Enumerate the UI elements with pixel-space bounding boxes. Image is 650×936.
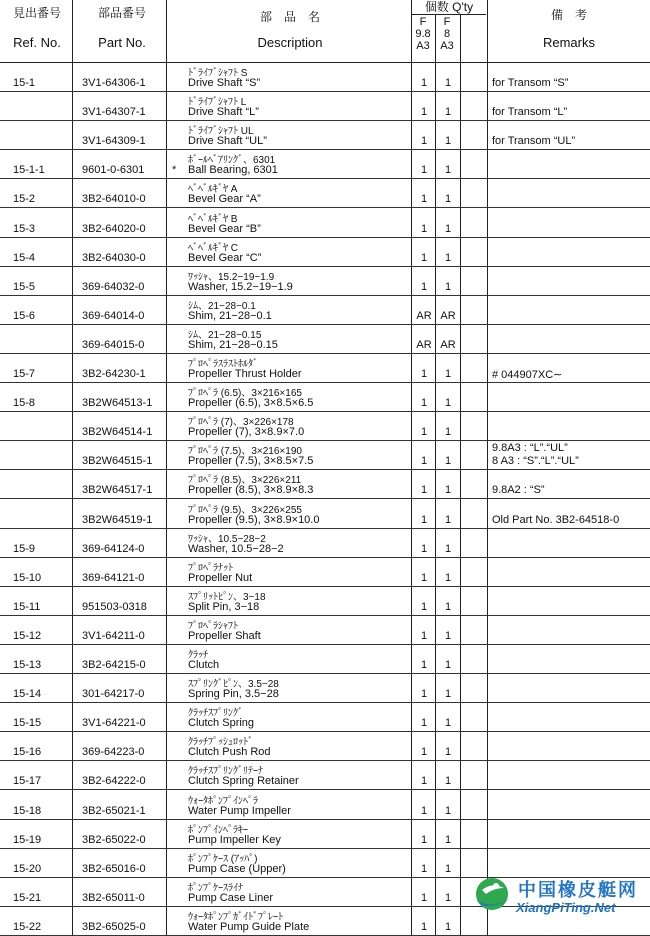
description-en: Clutch Spring Retainer (188, 775, 299, 788)
description-jp: ﾍﾞﾍﾞﾙｷﾞﾔ B (188, 213, 238, 225)
ref-number: 15-7 (13, 368, 36, 380)
table-row (0, 731, 650, 761)
ref-number: 15-18 (13, 804, 42, 817)
ref-number: 15-6 (13, 309, 36, 322)
table-row (0, 266, 650, 296)
description-jp: ﾌﾟﾛﾍﾟﾗ (9.5)、3×226×255 (188, 504, 302, 516)
qty-8-a3: 1 (444, 280, 452, 293)
description-en: Ball Bearing, 6301 (188, 164, 278, 177)
qty-9-8-a3: 1 (420, 484, 428, 497)
description-en: Bevel Gear “C” (188, 251, 262, 264)
qty-9-8-a3: 1 (420, 135, 428, 148)
remarks: for Transom “S” (492, 77, 569, 89)
qty-9-8-a3: 1 (420, 164, 428, 177)
qty-9-8-a3: 1 (420, 833, 428, 846)
qty-9-8-a3: 1 (420, 193, 428, 206)
ref-header-en: Ref. No. (13, 35, 61, 50)
qty-9-8-a3: 1 (420, 688, 428, 701)
qty-9-8-a3: 1 (420, 280, 428, 293)
qty-8-a3: 1 (444, 251, 452, 264)
description-en: Washer, 15.2−19−1.9 (188, 280, 293, 293)
description-jp: ﾌﾟﾛﾍﾟﾗ (8.5)、3×226×211 (188, 475, 302, 487)
qty-col2-line2: 8 (443, 28, 451, 40)
part-number: 369-64015-0 (82, 338, 145, 351)
remarks-line1: 9.8A3 : “L”.“UL” (492, 442, 568, 455)
qty-8-a3: 1 (444, 455, 452, 468)
description-jp: ﾌﾟﾛﾍﾟﾗﾅｯﾄ (188, 562, 233, 574)
desc-header-en: Description (257, 35, 323, 50)
table-row (0, 62, 650, 92)
description-en: Propeller (8.5), 3×8.9×8.3 (188, 484, 314, 497)
new-part-mark: * (172, 164, 177, 177)
table-row (0, 790, 650, 820)
remarks: 9.8A2 : “S” (492, 484, 545, 497)
remarks: for Transom “UL” (492, 135, 576, 148)
qty-8-a3: 1 (444, 368, 452, 380)
description-jp: ﾎﾞｰﾙﾍﾞｱﾘﾝｸﾞ、6301 (188, 155, 276, 167)
part-header-jp: 部品番号 (97, 6, 146, 20)
qty-9-8-a3: 1 (420, 775, 428, 788)
qty-9-8-a3: 1 (420, 222, 428, 235)
table-row (0, 557, 650, 587)
qty-9-8-a3: 1 (420, 600, 428, 613)
description-en: Pump Case Liner (188, 891, 273, 904)
ref-number: 15-22 (13, 920, 42, 933)
table-row (0, 295, 650, 325)
remarks-header-jp: 備 考 (550, 8, 587, 22)
ref-number: 15-3 (13, 222, 36, 235)
description-jp: ﾎﾟﾝﾌﾟｹｰｽ (ｱｯﾊﾟ) (188, 853, 258, 865)
remarks: Old Part No. 3B2-64518-0 (492, 513, 620, 526)
description-en: Clutch (188, 659, 220, 671)
description-en: Clutch Push Rod (188, 746, 271, 759)
description-en: Water Pump Guide Plate (188, 920, 310, 933)
table-row (0, 382, 650, 412)
qty-8-a3: 1 (444, 775, 452, 788)
part-number: 369-64124-0 (82, 542, 145, 555)
part-number: 3B2-64230-1 (82, 368, 146, 380)
table-row (0, 411, 650, 441)
ref-number: 15-8 (13, 397, 36, 410)
description-en: Propeller Thrust Holder (188, 368, 302, 380)
remarks-header-en: Remarks (542, 35, 595, 50)
part-number: 3B2-64030-0 (82, 251, 146, 264)
description-jp: ｼﾑ、21−28−0.1 (188, 300, 256, 312)
description-en: Propeller Nut (188, 571, 253, 584)
ref-number: 15-15 (13, 717, 42, 730)
description-en: Pump Case (Upper) (188, 862, 286, 875)
ref-number: 15-14 (13, 688, 42, 701)
qty-9-8-a3: 1 (420, 106, 428, 119)
qty-8-a3: 1 (444, 135, 452, 148)
qty-8-a3: 1 (444, 106, 452, 119)
description-jp: ﾍﾞﾍﾞﾙｷﾞﾔ A (188, 184, 238, 196)
description-en: Bevel Gear “B” (188, 222, 261, 235)
part-number: 3B2W64513-1 (82, 397, 153, 410)
ref-number: 15-10 (13, 571, 42, 584)
qty-8-a3: 1 (444, 920, 452, 933)
description-jp: ﾌﾟﾛﾍﾟﾗｽﾗｽﾄﾎﾙﾀﾞ (188, 359, 258, 370)
remarks: for Transom “L” (492, 106, 568, 119)
description-jp: ｸﾗｯﾁｽﾌﾟﾘﾝｸﾞﾘﾃｰﾅ (188, 766, 263, 778)
qty-8-a3: 1 (444, 600, 452, 613)
table-row (0, 353, 650, 383)
qty-col1-header (412, 16, 434, 52)
remarks: 8 A3 : “S”.“L”.“UL” (492, 455, 579, 468)
qty-8-a3: 1 (444, 426, 452, 439)
qty-8-a3: 1 (444, 193, 452, 206)
description-jp: ﾄﾞﾗｲﾌﾞｼｬﾌﾄ L (188, 97, 247, 109)
ref-number: 15-9 (13, 542, 36, 555)
part-number: 3V1-64211-0 (82, 629, 145, 642)
qty-9-8-a3: 1 (420, 542, 428, 555)
ref-number: 15-2 (13, 193, 36, 206)
qty-9-8-a3: 1 (420, 804, 428, 817)
qty-9-8-a3: 1 (420, 77, 428, 89)
description-jp: ﾄﾞﾗｲﾌﾞｼｬﾌﾄ UL (188, 126, 254, 138)
description-jp: ﾄﾞﾗｲﾌﾞｼｬﾌﾄ S (188, 68, 248, 79)
ref-number: 15-1 (13, 77, 36, 89)
description-jp: ﾍﾞﾍﾞﾙｷﾞﾔ C (188, 242, 238, 254)
description-jp: ｳｫｰﾀﾎﾟﾝﾌﾟｶﾞｲﾄﾞﾌﾟﾚｰﾄ (188, 911, 283, 923)
description-en: Drive Shaft “S” (188, 77, 261, 89)
description-jp: ﾜｯｼｬ、10.5−28−2 (188, 533, 266, 545)
table-row (0, 819, 650, 849)
qty-9-8-a3: 1 (420, 455, 428, 468)
ref-number: 15-20 (13, 862, 42, 875)
watermark-url-text: XiangPiTing.Net (516, 900, 616, 915)
qty-col2-line3: A3 (440, 40, 454, 52)
ref-number: 15-16 (13, 746, 42, 759)
qty-9-8-a3: 1 (420, 571, 428, 584)
table-row (0, 120, 650, 150)
part-number: 3B2W64514-1 (82, 426, 153, 439)
description-en: Propeller (6.5), 3×8.5×6.5 (188, 397, 314, 410)
ref-number: 15-4 (13, 251, 36, 264)
description-en: Washer, 10.5−28−2 (188, 542, 284, 555)
table-row (0, 760, 650, 790)
table-row (0, 528, 650, 558)
qty-8-a3: 1 (444, 717, 452, 730)
qty-9-8-a3: AR (416, 338, 432, 351)
part-number: 3V1-64221-0 (82, 717, 146, 730)
description-jp: ﾌﾟﾛﾍﾟﾗ (7)、3×226×178 (188, 417, 294, 429)
part-number: 3B2-64222-0 (82, 775, 146, 788)
description-en: Propeller (7.5), 3×8.5×7.5 (188, 455, 314, 468)
qty-8-a3: 1 (444, 484, 452, 497)
qty-8-a3: AR (440, 338, 456, 351)
description-en: Propeller (7), 3×8.9×7.0 (188, 426, 305, 439)
table-row (0, 149, 650, 179)
qty-8-a3: 1 (444, 571, 452, 584)
ref-number: 15-5 (13, 280, 36, 293)
part-number: 369-64223-0 (82, 746, 145, 759)
description-en: Split Pin, 3−18 (188, 600, 260, 613)
qty-col2-header (436, 16, 458, 52)
part-number: 9601-0-6301 (82, 164, 145, 177)
table-header (0, 0, 650, 63)
table-row (0, 615, 650, 645)
qty-9-8-a3: 1 (420, 746, 428, 759)
qty-8-a3: 1 (444, 629, 452, 642)
part-number: 3B2W64517-1 (82, 484, 153, 497)
description-jp: ﾎﾟﾝﾌﾟｲﾝﾍﾟﾗｷｰ (188, 824, 248, 836)
part-number: 3B2-65011-0 (82, 891, 145, 904)
table-row (0, 673, 650, 703)
part-number: 951503-0318 (82, 600, 147, 613)
part-number: 369-64014-0 (82, 309, 145, 322)
qty-8-a3: 1 (444, 542, 452, 555)
part-number: 3B2-64215-0 (82, 659, 146, 671)
table-row (0, 848, 650, 878)
watermark-logo (470, 876, 648, 916)
part-header-en: Part No. (98, 35, 146, 50)
description-en: Drive Shaft “UL” (188, 135, 267, 148)
table-row (0, 499, 650, 529)
qty-9-8-a3: 1 (420, 659, 428, 671)
qty-9-8-a3: 1 (420, 397, 428, 410)
ref-number: 15-21 (13, 891, 42, 904)
table-row (0, 237, 650, 267)
description-en: Shim, 21−28−0.15 (188, 338, 278, 351)
part-number: 3B2W64515-1 (82, 455, 153, 468)
qty-9-8-a3: 1 (420, 920, 428, 933)
part-number: 3V1-64309-1 (82, 135, 146, 148)
qty-8-a3: 1 (444, 688, 452, 701)
description-en: Propeller Shaft (188, 629, 261, 642)
qty-9-8-a3: 1 (420, 629, 428, 642)
ref-number: 15-12 (13, 629, 42, 642)
qty-9-8-a3: 1 (420, 862, 428, 875)
qty-9-8-a3: 1 (420, 891, 428, 904)
table-row (0, 586, 650, 616)
qty-9-8-a3: 1 (420, 513, 428, 526)
description-jp: ﾌﾟﾛﾍﾟﾗｼｬﾌﾄ (188, 620, 238, 632)
table-row (0, 469, 650, 499)
qty-9-8-a3: AR (416, 309, 432, 322)
qty-8-a3: 1 (444, 222, 452, 235)
table-row (0, 91, 650, 121)
qty-8-a3: 1 (444, 804, 452, 817)
part-number: 3B2-64010-0 (82, 193, 146, 206)
part-number: 3V1-64306-1 (82, 77, 146, 89)
qty-9-8-a3: 1 (420, 368, 428, 380)
qty-8-a3: 1 (444, 833, 452, 846)
description-jp: ﾜｯｼｬ、15.2−19−1.9 (188, 271, 275, 283)
qty-8-a3: 1 (444, 862, 452, 875)
table-row (0, 440, 650, 470)
part-number: 3B2-65016-0 (82, 862, 146, 875)
part-number: 369-64032-0 (82, 280, 145, 293)
qty-col1-line1: F (419, 16, 427, 28)
table-row (0, 702, 650, 732)
qty-header: 個数 Q'ty (412, 0, 486, 15)
description-jp: ﾎﾟﾝﾌﾟｹｰｽﾗｲﾅ (188, 882, 243, 894)
description-en: Water Pump Impeller (188, 804, 291, 817)
ref-number: 15-17 (13, 775, 42, 788)
desc-header-jp: 部 品 名 (259, 10, 320, 24)
description-jp: ｳｫｰﾀﾎﾟﾝﾌﾟｲﾝﾍﾟﾗ (188, 795, 258, 807)
table-row (0, 324, 650, 354)
qty-col1-line2: 9.8 (415, 28, 431, 40)
description-en: Bevel Gear “A” (188, 193, 261, 206)
description-jp: ｽﾌﾟﾘﾝｸﾞﾋﾟﾝ、3.5−28 (188, 679, 279, 691)
qty-9-8-a3: 1 (420, 426, 428, 439)
ref-number: 15-11 (13, 600, 41, 613)
part-number: 3B2W64519-1 (82, 513, 153, 526)
qty-col2-line1: F (443, 16, 451, 28)
part-number: 3B2-64020-0 (82, 222, 146, 235)
description-en: Pump Impeller Key (188, 833, 281, 846)
ref-number: 15-1-1 (13, 164, 45, 177)
qty-9-8-a3: 1 (420, 717, 428, 730)
qty-8-a3: 1 (444, 659, 452, 671)
part-number: 3V1-64307-1 (82, 106, 146, 119)
ref-header-jp: 見出番号 (12, 6, 61, 20)
description-jp: ｸﾗｯﾁ (188, 650, 208, 661)
part-number: 3B2-65022-0 (82, 833, 146, 846)
part-number: 3B2-65021-1 (82, 804, 146, 817)
table-row (0, 178, 650, 208)
qty-8-a3: 1 (444, 164, 452, 177)
ref-number: 15-13 (13, 659, 42, 671)
qty-8-a3: 1 (444, 891, 452, 904)
description-jp: ﾌﾟﾛﾍﾟﾗ (7.5)、3×216×190 (188, 446, 302, 458)
qty-col1-line3: A3 (416, 40, 430, 52)
description-jp: ｸﾗｯﾁﾌﾟｯｼｭﾛｯﾄﾞ (188, 737, 253, 749)
part-number: 301-64217-0 (82, 688, 145, 701)
table-row (0, 208, 650, 238)
qty-8-a3: 1 (444, 513, 452, 526)
qty-9-8-a3: 1 (420, 251, 428, 264)
description-en: Propeller (9.5), 3×8.9×10.0 (188, 513, 320, 526)
description-en: Drive Shaft “L” (188, 106, 259, 119)
description-jp: ｽﾌﾟﾘｯﾄﾋﾟﾝ、3−18 (188, 591, 266, 603)
description-en: Shim, 21−28−0.1 (188, 309, 272, 322)
table-row (0, 644, 650, 674)
qty-8-a3: 1 (444, 77, 452, 89)
part-number: 3B2-65025-0 (82, 920, 146, 933)
qty-8-a3: AR (440, 309, 456, 322)
description-jp: ｼﾑ、21−28−0.15 (188, 329, 262, 341)
description-en: Spring Pin, 3.5−28 (188, 688, 279, 701)
remarks: # 044907XC∼ (492, 369, 563, 381)
ref-number: 15-19 (13, 833, 42, 846)
description-jp: ｸﾗｯﾁｽﾌﾟﾘﾝｸﾞ (188, 708, 243, 720)
boat-logo-icon (470, 876, 516, 916)
description-jp: ﾌﾟﾛﾍﾟﾗ (6.5)、3×216×165 (188, 388, 302, 400)
part-number: 369-64121-0 (82, 571, 145, 584)
description-en: Clutch Spring (188, 717, 255, 730)
watermark-cn-text: 中国橡皮艇网 (518, 880, 638, 901)
qty-8-a3: 1 (444, 397, 452, 410)
qty-8-a3: 1 (444, 746, 452, 759)
